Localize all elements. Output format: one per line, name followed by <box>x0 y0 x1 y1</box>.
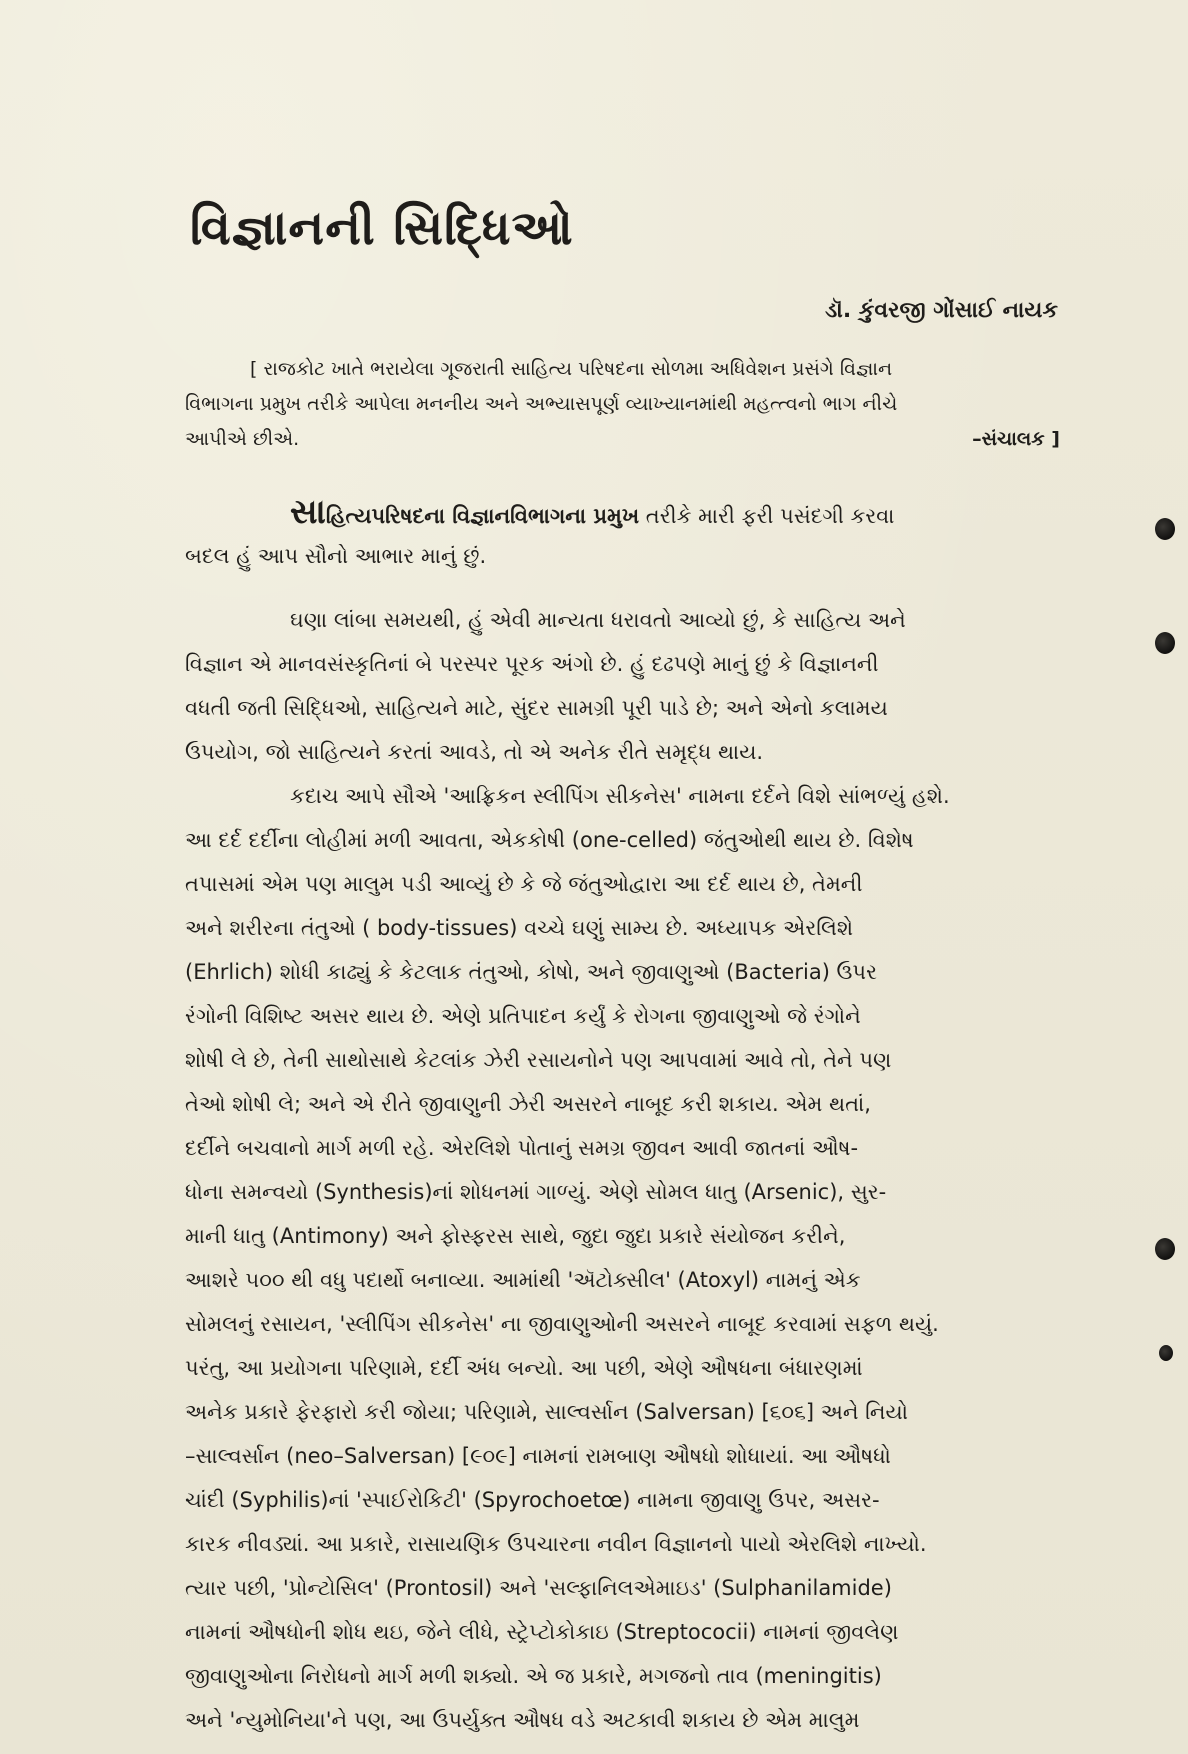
paragraph-line: નામનાં ઔષધોની શોધ થઇ, જેને લીધે, સ્ટ્રેપ્ટોકોકાઇ (Streptococii) નામનાં જીવલેણ <box>185 1620 899 1644</box>
article-title: વિજ્ઞાનની સિદ્ધિઓ <box>190 200 574 256</box>
editor-signature: –સંચાલક ] <box>972 428 1060 450</box>
dropcap: સા <box>290 492 326 532</box>
paragraph-line: સોમલનું રસાયન, 'સ્લીપિંગ સીકનેસ' ના જીવાણુઓની અસરને નાબૂદ કરવામાં સફળ થયું. <box>185 1312 939 1336</box>
paragraph-line: ત્યાર પછી, 'પ્રોન્ટોસિલ' (Prontosil) અને 'સલ્ફાનિલએમાઇડ' (Sulphanilamide) <box>185 1576 892 1600</box>
paragraph-line: ધોના સમન્વયો (Synthesis)નાં શોધનમાં ગાળ્યું. એણે સોમલ ધાતુ (Arsenic), સુર- <box>185 1180 887 1204</box>
paragraph-line: માની ધાતુ (Antimony) અને ફોસ્ફરસ સાથે, જુદા જુદા પ્રકારે સંયોજન કરીને, <box>185 1224 846 1248</box>
paragraph-line: રંગોની વિશિષ્ટ અસર થાય છે. એણે પ્રતિપાદન કર્યું કે રોગના જીવાણુઓ જે રંગોને <box>185 1004 861 1028</box>
editor-note-line: વિભાગના પ્રમુખ તરીકે આપેલા મનનીય અને અભ્યાસપૂર્ણ વ્યાખ્યાનમાંથી મહત્ત્વનો ભાગ નીચે <box>185 393 898 415</box>
paragraph-line: બદલ હું આપ સૌનો આભાર માનું છું. <box>185 544 487 568</box>
paragraph-line: જીવાણુઓના નિરોધનો માર્ગ મળી શક્યો. એ જ પ્રકારે, મગજનો તાવ (meningitis) <box>185 1664 882 1688</box>
paragraph-line: ચાંદી (Syphilis)નાં 'સ્પાઈરોકિટી' (Spyrochoetœ) નામના જીવાણુ ઉપર, અસર- <box>185 1488 880 1512</box>
paragraph-line: અને શરીરના તંતુઓ ( body-tissues) વચ્ચે ઘણું સામ્ય છે. અધ્યાપક એરલિશે <box>185 916 854 940</box>
paragraph-line: તેઓ શોષી લે; અને એ રીતે જીવાણુની ઝેરી અસરને નાબૂદ કરી શકાય. એમ થતાં, <box>185 1092 871 1116</box>
paragraph-text: તરીકે મારી ફરી પસંદગી કરવા <box>639 504 895 528</box>
paragraph-line: કદાચ આપે સૌએ 'આફ્રિકન સ્લીપિંગ સીકનેસ' નામના દર્દને વિશે સાંભળ્યું હશે. <box>290 784 950 808</box>
editor-note-line: આપીએ છીએ. <box>185 428 300 450</box>
paragraph-line: કારક નીવડ્યાં. આ પ્રકારે, રાસાયણિક ઉપચારના નવીન વિજ્ઞાનનો પાયો એરલિશે નાખ્યો. <box>185 1532 927 1556</box>
paragraph-line: વધતી જતી સિદ્ધિઓ, સાહિત્યને માટે, સુંદર સામગ્રી પૂરી પાડે છે; અને એનો કલામય <box>185 696 888 720</box>
paragraph-line: દર્દીને બચવાનો માર્ગ મળી રહે. એરલિશે પોતાનું સમગ્ર જીવન આવી જાતનાં ઔષ- <box>185 1136 859 1160</box>
paragraph-line: અને 'ન્યુમોનિયા'ને પણ, આ ઉપર્યુક્ત ઔષધ વડે અટકાવી શકાય છે એમ માલુમ <box>185 1708 860 1732</box>
paragraph-line: ઘણા લાંબા સમયથી, હું એવી માન્યતા ધરાવતો આવ્યો છું, કે સાહિત્ય અને <box>290 608 906 632</box>
author-name: ડૉ. કુંવરજી ગોંસાઈ નાયક <box>825 298 1058 323</box>
paragraph-line: –સાલ્વર્સાન (neo–Salversan) [૯૦૯] નામનાં રામબાણ ઔષધો શોધાયાં. આ ઔષધો <box>185 1444 891 1468</box>
paragraph-line <box>185 490 1065 534</box>
paragraph-line: તપાસમાં એમ પણ માલુમ પડી આવ્યું છે કે જે જંતુઓદ્વારા આ દર્દ થાય છે, તેમની <box>185 872 863 896</box>
editor-note <box>185 352 1075 457</box>
binding-hole <box>1159 1345 1173 1361</box>
paragraph-line: વિજ્ઞાન એ માનવસંસ્કૃતિનાં બે પરસ્પર પૂરક અંગો છે. હું દઢપણે માનું છું કે વિજ્ઞાનની <box>185 652 879 676</box>
paragraph-line: આ દર્દ દર્દીના લોહીમાં મળી આવતા, એકકોષી (one-celled) જંતુઓથી થાય છે. વિશેષ <box>185 828 914 852</box>
paragraph-line: પરંતુ, આ પ્રયોગના પરિણામે, દર્દી અંધ બન્યો. આ પછી, એણે ઔષધના બંધારણમાં <box>185 1356 863 1380</box>
paragraph-line: અનેક પ્રકારે ફેરફારો કરી જોયા; પરિણામે, સાલ્વર્સાન (Salversan) [૬૦૬] અને નિયો <box>185 1400 909 1424</box>
paragraph-line: શોષી લે છે, તેની સાથોસાથે કેટલાંક ઝેરી રસાયનોને પણ આપવામાં આવે તો, તેને પણ <box>185 1048 892 1072</box>
paragraph-line: (Ehrlich) શોધી કાઢ્યું કે કેટલાક તંતુઓ, કોષો, અને જીવાણુઓ (Bacteria) ઉપર <box>185 960 877 984</box>
paragraph-line: આશરે ૫૦૦ થી વધુ પદાર્થો બનાવ્યા. આમાંથી 'ઍટોક્સીલ' (Atoxyl) નામનું એક <box>185 1268 861 1292</box>
binding-hole <box>1155 1238 1175 1260</box>
editor-note-line: [ રાજકોટ ખાતે ભરાયેલા ગૂજરાતી સાહિત્ય પરિષદના સોળમા અધિવેશન પ્રસંગે વિજ્ઞાન <box>250 358 893 380</box>
bold-phrase: હિત્યપરિષદના વિજ્ઞાનવિભાગના પ્રમુખ <box>325 504 640 528</box>
article-body <box>185 490 1065 1742</box>
paragraph-line: ઉપયોગ, જો સાહિત્યને કરતાં આવડે, તો એ અનેક રીતે સમૃદ્ધ થાય. <box>185 740 764 764</box>
binding-hole <box>1155 518 1175 540</box>
binding-hole <box>1155 632 1175 654</box>
